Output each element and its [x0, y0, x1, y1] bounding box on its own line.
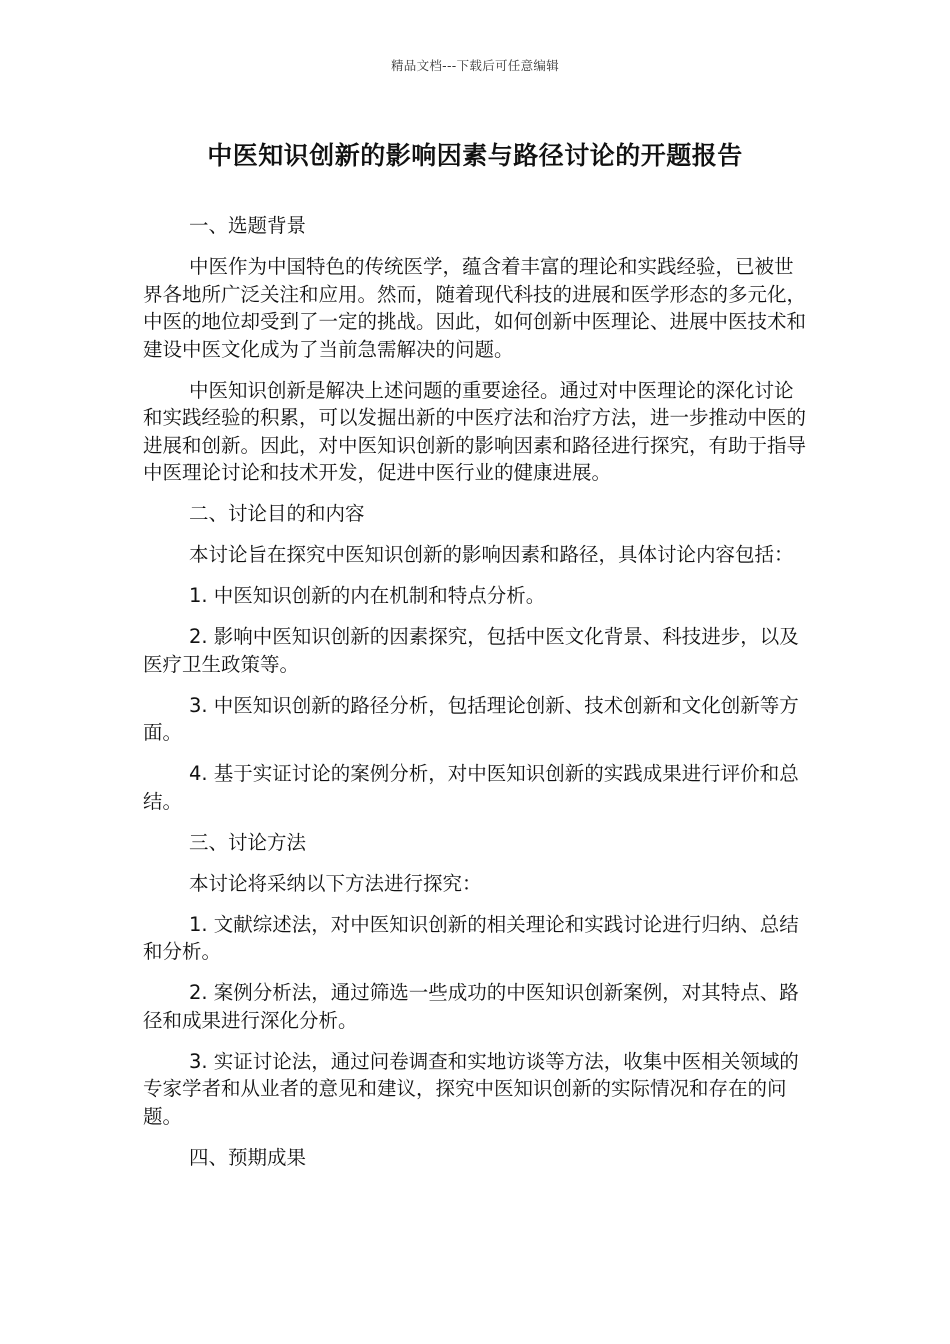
list-item: 1. 中医知识创新的内在机制和特点分析。 — [189, 584, 546, 607]
section-heading-background: 一、选题背景 — [189, 214, 307, 237]
document-title: 中医知识创新的影响因素与路径讨论的开题报告 — [207, 141, 743, 170]
list-item: 1. 文献综述法，对中医知识创新的相关理论和实践讨论进行归纳、总结和分析。 — [143, 912, 799, 963]
paragraph: 本讨论将采纳以下方法进行探究： — [189, 871, 482, 895]
paragraph: 本讨论旨在探究中医知识创新的影响因素和路径，具体讨论内容包括： — [189, 543, 794, 566]
list-item: 2. 影响中医知识创新的因素探究，包括中医文化背景、科技进步，以及医疗卫生政策等。 — [143, 625, 799, 676]
section-heading-expected-results: 四、预期成果 — [189, 1145, 307, 1169]
section-heading-methods: 三、讨论方法 — [189, 830, 307, 854]
page-header-note: 精品文档---下载后可任意编辑 — [390, 58, 560, 73]
section-heading-purpose: 二、讨论目的和内容 — [189, 502, 365, 525]
document-body — [143, 212, 807, 1185]
list-item: 3. 实证讨论法，通过问卷调查和实地访谈等方法，收集中医相关领域的专家学者和从业者的意见和建议，探究中医知识创新的实际情况和存在的问题。 — [143, 1049, 799, 1128]
paragraph: 中医知识创新是解决上述问题的重要途径。通过对中医理论的深化讨论和实践经验的积累，可以发掘出新的中医疗法和治疗方法，进一步推动中医的进展和创新。因此，对中医知识创新的影响因素和路径进行探究，有助于指导中医理论讨论和技术开发，促进中医行业的健康进展。 — [143, 378, 807, 484]
paragraph: 中医作为中国特色的传统医学，蕴含着丰富的理论和实践经验，已被世界各地所广泛关注和应用。然而，随着现代科技的进展和医学形态的多元化，中医的地位却受到了一定的挑战。因此，如何创新中医理论、进展中医技术和建设中医文化成为了当前急需解决的问题。 — [143, 255, 807, 361]
list-item: 4. 基于实证讨论的案例分析，对中医知识创新的实践成果进行评价和总结。 — [143, 762, 799, 813]
list-item: 3. 中医知识创新的路径分析，包括理论创新、技术创新和文化创新等方面。 — [143, 693, 799, 744]
list-item: 2. 案例分析法，通过筛选一些成功的中医知识创新案例，对其特点、路径和成果进行深化分析。 — [143, 981, 799, 1032]
